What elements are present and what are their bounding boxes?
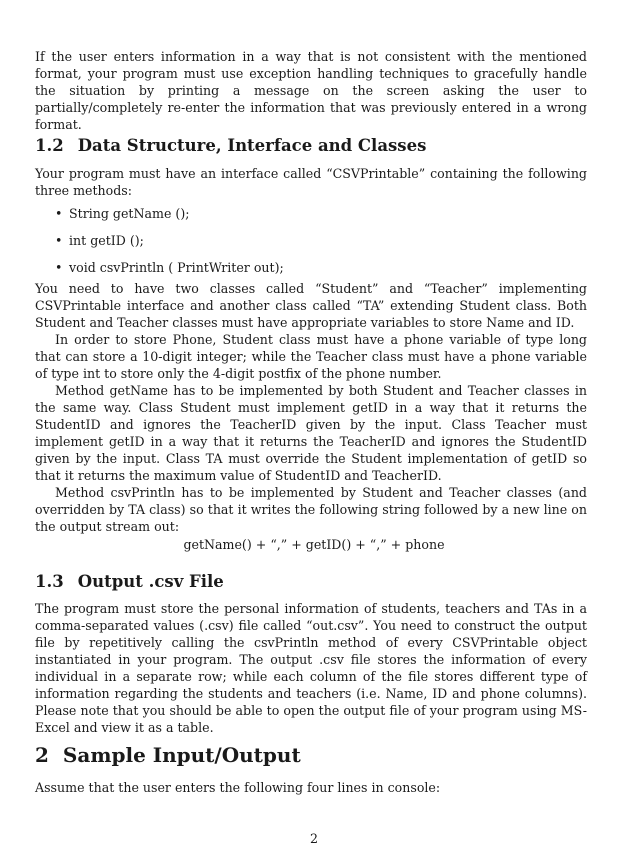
bullet-icon: • bbox=[55, 233, 63, 248]
method-list-item bbox=[55, 259, 284, 276]
page-number: 2 bbox=[309, 831, 318, 846]
section-2-title: Sample Input/Output bbox=[62, 743, 301, 767]
section-2-para: Assume that the user enters the following four lines in console: bbox=[35, 780, 441, 795]
csv-formula: getName() + “,” + getID() + “,” + phone bbox=[183, 537, 445, 552]
method-text: String getName (); bbox=[69, 206, 190, 221]
section-1-2-para-4: Method csvPrintln has to be implemented by Student and Teacher classes (and overridden by TA class) so that it writes the following string followed by a new line on the output stream out: bbox=[35, 485, 587, 534]
section-2-number: 2 bbox=[35, 743, 49, 767]
intro-paragraph: If the user enters information in a way that is not consistent with the mentioned format, your program must use exception handling techniques to gracefully handle the situation by printing a message on the screen asking the user to partially/completely re-enter the information that was previously entered in a wrong format. bbox=[35, 49, 587, 132]
section-1-3-para: The program must store the personal information of students, teachers and TAs in a comma-separated values (.csv) file called “out.csv”. You need to construct the output file by repetitively calling the csvPrintln method of every CSVPrintable object instantiated in your program. The output .csv file stores the information of every individual in a separate row; while each column of the file stores different type of information regarding the students and teachers (i.e. Name, ID and phone columns). Please note that you should be able to open the output file of your program using MS-Excel and view it as a table. bbox=[35, 601, 587, 735]
section-1-3-number: 1.3 bbox=[35, 572, 64, 591]
section-1-2-title: Data Structure, Interface and Classes bbox=[77, 136, 427, 155]
section-2-heading bbox=[35, 743, 301, 767]
method-list-item bbox=[55, 232, 144, 249]
section-1-3-title: Output .csv File bbox=[77, 572, 224, 591]
section-1-2-para-2: In order to store Phone, Student class must have a phone variable of type long that can store a 10-digit integer; while the Teacher class must have a phone variable of type int to store only the 4-digit postfix of the phone number. bbox=[35, 332, 587, 381]
section-1-2-intro: Your program must have an interface called “CSVPrintable” containing the following three methods: bbox=[35, 166, 587, 198]
section-1-3-heading bbox=[35, 572, 224, 591]
method-text: void csvPrintln ( PrintWriter out); bbox=[69, 260, 284, 275]
method-text: int getID (); bbox=[69, 233, 144, 248]
method-list-item bbox=[55, 205, 189, 222]
bullet-icon: • bbox=[55, 260, 63, 275]
section-1-2-para-1: You need to have two classes called “Student” and “Teacher” implementing CSVPrintable interface and another class called “TA” extending Student class. Both Student and Teacher classes must have appropriate variables to store Name and ID. bbox=[35, 281, 587, 330]
bullet-icon: • bbox=[55, 206, 63, 221]
section-1-2-para-3: Method getName has to be implemented by both Student and Teacher classes in the same way. Class Student must implement getID in a way that it returns the StudentID and ignores the TeacherID given by the input. Class Teacher must implement getID in a way that it returns the TeacherID and ignores the StudentID given by the input. Class TA must override the Student implementation of getID so that it returns the maximum value of StudentID and TeacherID. bbox=[35, 383, 587, 483]
section-1-2-heading bbox=[35, 136, 426, 155]
section-1-2-number: 1.2 bbox=[35, 136, 64, 155]
